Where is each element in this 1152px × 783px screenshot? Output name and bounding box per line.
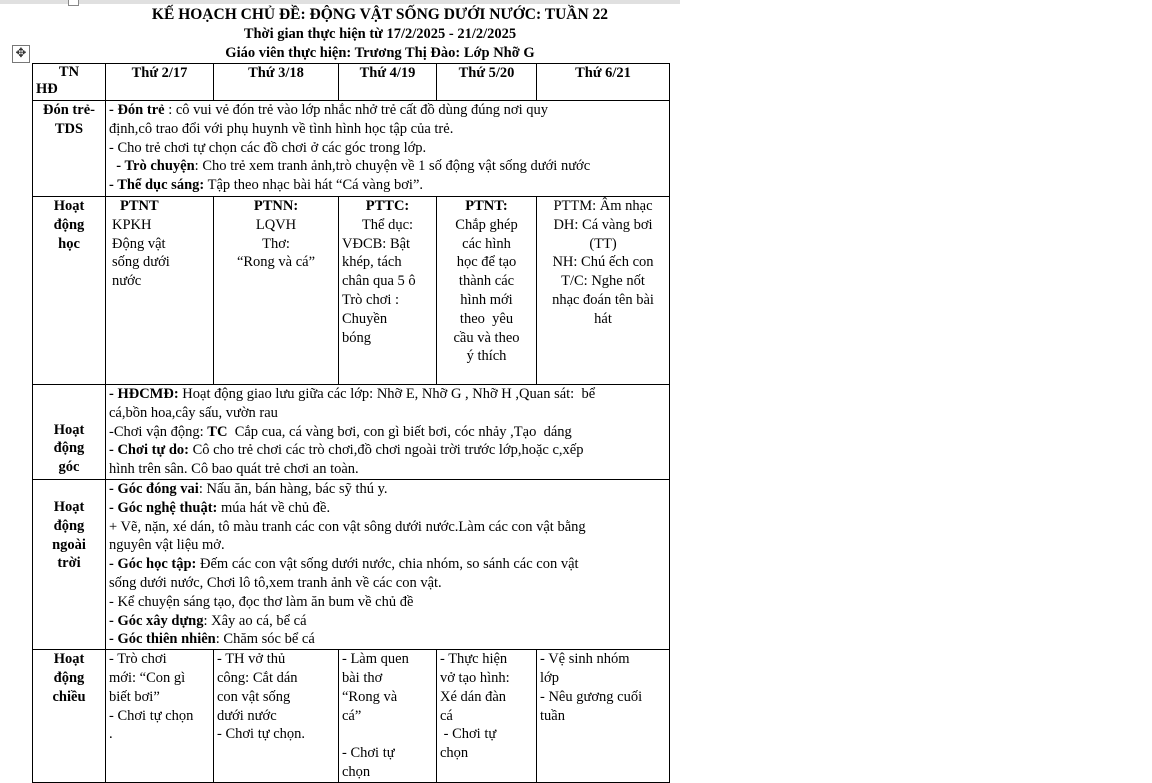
bold-text: - Góc đóng vai (109, 481, 199, 497)
text-line: Thơ: (262, 235, 290, 252)
row-label-line: Hoạt (53, 499, 85, 515)
text-line: Xé dán đàn (440, 688, 507, 705)
row-label-hoat-dong-chieu (33, 650, 106, 783)
text-line: khép, tách (342, 254, 402, 271)
text-line: ý thích (466, 348, 507, 365)
text-line: KPKH (112, 216, 152, 233)
text-line: DH: Cá vàng bơi (553, 216, 653, 233)
text: Cô cho trẻ chơi các trò chơi,đồ chơi ngoài trời trước lớp,hoặc c,xếp (188, 442, 584, 459)
row-hoat-dong-ngoai-troi (33, 480, 670, 650)
page-top-edge (0, 0, 680, 4)
cell-chieu-thu (437, 650, 537, 783)
row-label-line: Hoạt (53, 198, 85, 214)
text-line: - Thực hiện (440, 651, 508, 668)
text-line: theo yêu (459, 310, 514, 327)
document-period: Thời gian thực hiện từ 17/2/2025 - 21/2/2025 (243, 26, 517, 42)
text-line: biết bơi” (109, 688, 160, 705)
text-line: - Chơi tự (342, 745, 395, 762)
text-line: + Vẽ, nặn, xé dán, tô màu tranh các con vật sông dưới nước.Làm các con vật bằng (109, 518, 586, 535)
cell-hoat-dong-ngoai-troi (106, 480, 670, 650)
row-label-line: góc (58, 459, 80, 476)
bold-text: - Góc xây dựng (109, 612, 204, 629)
text-line: VĐCB: Bật (342, 235, 411, 252)
row-label-line: động (53, 440, 85, 457)
cell-hoc-mon (106, 197, 214, 385)
row-label-don-tre (33, 101, 106, 197)
text-line: sống dưới (112, 254, 170, 271)
row-label-line: TDS (54, 120, 84, 137)
row-hoat-dong-chieu (33, 650, 670, 783)
text-line: các hình (462, 235, 511, 252)
text-line: - Chơi tự chọn (109, 707, 194, 724)
bold-text: - Góc nghệ thuật: (109, 499, 218, 516)
text: : Xây ao cá, bể cá (203, 612, 307, 629)
text-line: - Chơi tự (440, 726, 497, 743)
text-line: bóng (342, 329, 371, 346)
text-line: Thể dục: (361, 216, 414, 233)
text-line: tuần (540, 707, 565, 724)
text-line (342, 725, 433, 744)
text-line: cá,bồn hoa,cây sấu, vườn rau (109, 404, 278, 421)
col-header-tue: Thứ 3/18 (214, 64, 339, 101)
text-line: Động vật (112, 235, 166, 252)
text-line: cá (440, 707, 453, 724)
text-line: chọn (342, 763, 371, 780)
weekly-plan-table (32, 63, 670, 783)
text-line: - Cho trẻ chơi tự chọn các đồ chơi ở các góc trong lớp. (109, 139, 427, 156)
row-label-line: ngoài (52, 536, 86, 553)
document-teacher: Giáo viên thực hiện: Trương Thị Đào: Lớp Nhỡ G (225, 45, 535, 61)
cell-hoc-fri (537, 197, 670, 385)
corner-header (33, 64, 106, 101)
text: múa hát về chủ đề. (217, 499, 331, 516)
row-label-hoat-dong-ngoai-troi (33, 480, 106, 650)
text-line: thành các (458, 273, 515, 290)
corner-header-line: TN (58, 64, 80, 80)
cell-don-tre (106, 101, 670, 197)
bold-text: - HĐCMĐ: (109, 386, 179, 402)
cell-chieu-fri (537, 650, 670, 783)
col-header-thu: Thứ 5/20 (437, 64, 537, 101)
text-line: LQVH (255, 216, 297, 233)
text: Hoạt động giao lưu giữa các lớp: Nhỡ E, Nhỡ G , Nhỡ H ,Quan sát: bể (178, 386, 596, 402)
text-line: . (109, 726, 113, 743)
text-line: lớp (540, 669, 559, 686)
text-line: - Kể chuyện sáng tạo, đọc thơ làm ăn bum về chủ đề (109, 593, 414, 610)
text: : Nấu ăn, bán hàng, bác sỹ thú y. (198, 481, 388, 497)
corner-header-line: HĐ (36, 81, 58, 97)
text: Đếm các con vật sống dưới nước, chia nhóm, so sánh các con vật (196, 556, 579, 573)
text-line: con vật sống (217, 688, 291, 705)
cell-hoc-wed (339, 197, 437, 385)
text-line: cầu và theo (453, 329, 520, 346)
row-label-line: chiều (52, 688, 86, 705)
text-line: - Nêu gương cuối (540, 688, 643, 705)
col-header-mon: Thứ 2/17 (106, 64, 214, 101)
row-label-line: động (53, 669, 85, 686)
row-label-line: trời (57, 555, 81, 572)
text-line: nguyên vật liệu mở. (109, 537, 225, 554)
text-line: Trò chơi : (342, 291, 400, 308)
row-label-line: Hoạt (53, 651, 85, 668)
text-line: nhạc đoán tên bài (552, 291, 654, 308)
subject-title: PTTC: (365, 198, 410, 214)
text-line: (TT) (589, 235, 617, 252)
row-hoat-dong-goc (33, 385, 670, 480)
document-title: KẾ HOẠCH CHỦ ĐỀ: ĐỘNG VẬT SỐNG DƯỚI NƯỚC: TUẦN 22 (151, 6, 609, 23)
text-line: hình trên sân. Cô bao quát trẻ chơi an toàn. (109, 461, 359, 478)
bold-text: - Chơi tự do: (109, 442, 189, 459)
cell-hoc-tue (214, 197, 339, 385)
table-move-handle-icon[interactable]: ✥ (12, 45, 30, 63)
text-line: Chắp ghép (455, 216, 518, 233)
text-line: học để tạo (456, 254, 517, 271)
text-line: - Làm quen (342, 651, 409, 668)
text: Cắp cua, cá vàng bơi, con gì biết bơi, cóc nhảy ,Tạo dáng (227, 423, 572, 440)
row-label-line: Hoạt (53, 421, 85, 438)
bold-text: - Góc học tập: (109, 556, 197, 573)
text-line: bài thơ (342, 669, 383, 686)
text-line: sống dưới nước, Chơi lô tô,xem tranh ảnh về các con vật. (109, 574, 442, 591)
text-line: dưới nước (217, 707, 277, 724)
text-line: mới: “Con gì (109, 669, 186, 686)
row-hoat-dong-hoc (33, 197, 670, 385)
text-line: Chuyền (342, 310, 388, 327)
row-label-line: Đón trẻ- (43, 102, 95, 118)
subject-title: PTNN: (253, 198, 299, 214)
subject-title: PTTM: Âm nhạc (553, 198, 653, 214)
text-line: cá” (342, 707, 362, 724)
text-line: “Rong và cá” (236, 254, 316, 271)
text-line: - Vệ sinh nhóm (540, 651, 630, 668)
text-line: chọn (440, 745, 469, 762)
subject-title: PTNT (120, 198, 159, 214)
subject-title: PTNT: (465, 198, 508, 214)
table-header-row (33, 64, 670, 101)
text: : cô vui vẻ đón trẻ vào lớp nhắc nhở trẻ cất đồ dùng đúng nơi quy (164, 102, 548, 118)
cell-hoc-thu (437, 197, 537, 385)
text: : Cho trẻ xem tranh ảnh,trò chuyện về 1 số động vật sống dưới nước (194, 158, 591, 175)
bold-text: - Góc thiên nhiên (109, 631, 216, 648)
text-line: nước (112, 273, 142, 290)
row-label-line: động (53, 216, 85, 233)
row-label-line: học (58, 235, 80, 252)
text-line: vở tạo hình: (440, 669, 510, 686)
row-don-tre (33, 101, 670, 197)
text-line: công: Cắt dán (217, 669, 298, 686)
cell-chieu-mon (106, 650, 214, 783)
text: : Chăm sóc bể cá (215, 631, 315, 648)
cell-chieu-tue (214, 650, 339, 783)
text: Tập theo nhạc bài hát “Cá vàng bơi”. (204, 177, 424, 194)
text-line: hát (594, 310, 612, 327)
text-line: chân qua 5 ô (342, 273, 416, 290)
row-label-hoat-dong-goc (33, 385, 106, 480)
text-line: - Chơi tự chọn. (217, 726, 306, 743)
text-line: - TH vở thủ (217, 651, 286, 668)
cell-chieu-wed (339, 650, 437, 783)
text-line: định,cô trao đổi với phụ huynh về tình hình học tập của trẻ. (109, 120, 454, 137)
text-line: “Rong và (342, 688, 398, 705)
col-header-fri: Thứ 6/21 (537, 64, 670, 101)
text-line: - Trò chơi (109, 651, 167, 668)
bold-text: - Đón trẻ (109, 102, 165, 118)
row-label-line: động (53, 517, 85, 534)
bold-text: - Trò chuyện (109, 158, 195, 175)
text-line: hình mới (460, 291, 513, 308)
bold-text: - Thể dục sáng: (109, 177, 205, 194)
bold-text: TC (207, 423, 228, 440)
col-header-wed: Thứ 4/19 (339, 64, 437, 101)
cell-hoat-dong-goc (106, 385, 670, 480)
text-line: T/C: Nghe nốt (561, 273, 645, 290)
row-label-hoat-dong-hoc (33, 197, 106, 385)
text: -Chơi vận động: (109, 423, 208, 440)
text-line: NH: Chú ếch con (552, 254, 654, 271)
